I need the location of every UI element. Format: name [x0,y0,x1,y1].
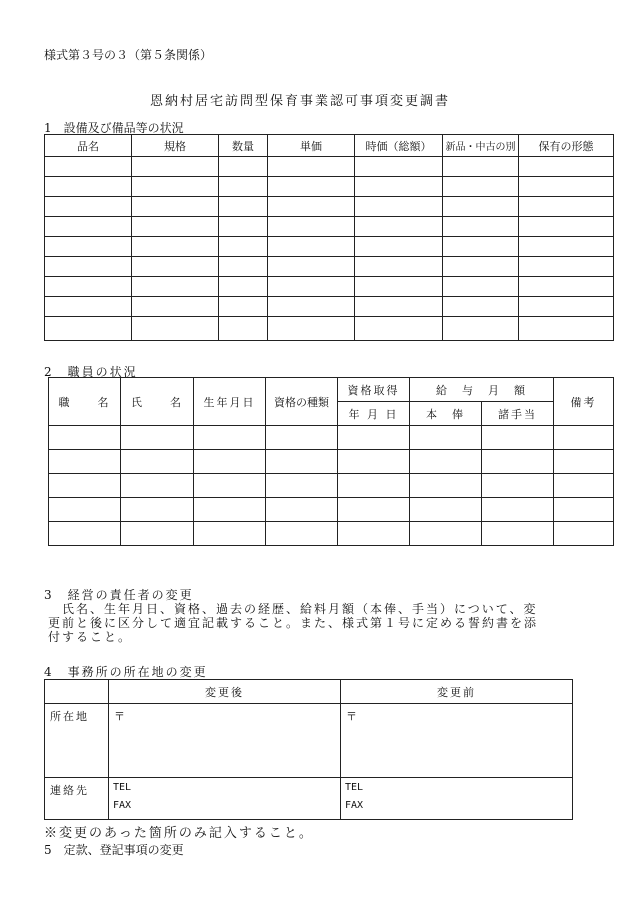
table-row [49,522,614,546]
tel-label: TEL [345,782,364,793]
col-suryo: 数量 [219,135,268,157]
table-row [49,474,614,498]
section4-note: ※変更のあった箇所のみ記入すること。 [44,826,314,841]
col-before-change: 変更前 [341,680,573,704]
col-jika: 時価（総額） [355,135,443,157]
col-qualification: 資格の種類 [266,378,338,426]
fax-label: FAX [345,800,364,811]
col-allowance: 諸手当 [482,402,554,426]
staff-table [48,377,614,546]
fax-label: FAX [113,800,132,811]
tel-label: TEL [113,782,132,793]
address-after-cell[interactable] [109,704,341,778]
col-hinmei: 品名 [45,135,132,157]
postal-mark: 〒 [346,710,357,723]
table-row [45,197,614,217]
section5-heading: 5 定款、登記事項の変更 [44,843,184,857]
contact-after-cell[interactable] [109,778,341,820]
col-shokumei: 職 名 [49,378,121,426]
form-number: 様式第３号の３（第５条関係） [44,48,213,62]
section4-heading: 4 事務所の所在地の変更 [44,665,208,679]
table-row [49,498,614,522]
table-row [45,177,614,197]
table-row [45,157,614,177]
postal-mark: 〒 [114,710,125,723]
table-row [45,297,614,317]
table-row [45,317,614,341]
table-row [45,237,614,257]
table-row [49,450,614,474]
col-shinpin: 新品・中古の別 [443,135,519,157]
section1-heading: 1 設備及び備品等の状況 [44,121,184,135]
table-row [45,277,614,297]
section3-heading: 3 経営の責任者の変更 [44,588,194,602]
col-remarks: 備考 [554,378,614,426]
section3-text-line1: 氏名、生年月日、資格、過去の経歴、給料月額（本俸、手当）について、変 [62,602,538,616]
col-birthdate: 生年月日 [194,378,266,426]
section3-text-line2: 更前と後に区分して適宜記載すること。また、様式第１号に定める誓約書を添 [48,616,539,630]
col-kikaku: 規格 [132,135,219,157]
col-base-salary: 本 俸 [410,402,482,426]
col-hoyu: 保有の形態 [519,135,614,157]
col-acquired-bottom: 年 月 日 [338,402,410,426]
table-row [49,426,614,450]
table-row [45,217,614,237]
address-before-cell[interactable] [341,704,573,778]
col-shimei: 氏 名 [121,378,194,426]
col-tanka: 単価 [268,135,355,157]
section2-heading: 2 職員の状況 [44,365,138,379]
col-salary: 給 与 月 額 [410,378,554,402]
row-address-label: 所在地 [45,704,109,778]
office-table [44,679,573,820]
section3-text-line3: 付すること。 [48,630,133,644]
document-title: 恩納村居宅訪問型保育事業認可事項変更調書 [150,94,451,109]
col-after-change: 変更後 [109,680,341,704]
row-contact-label: 連絡先 [45,778,109,820]
equipment-table [44,134,614,341]
col-acquired-top: 資格取得 [338,378,410,402]
table-row [45,257,614,277]
contact-before-cell[interactable] [341,778,573,820]
